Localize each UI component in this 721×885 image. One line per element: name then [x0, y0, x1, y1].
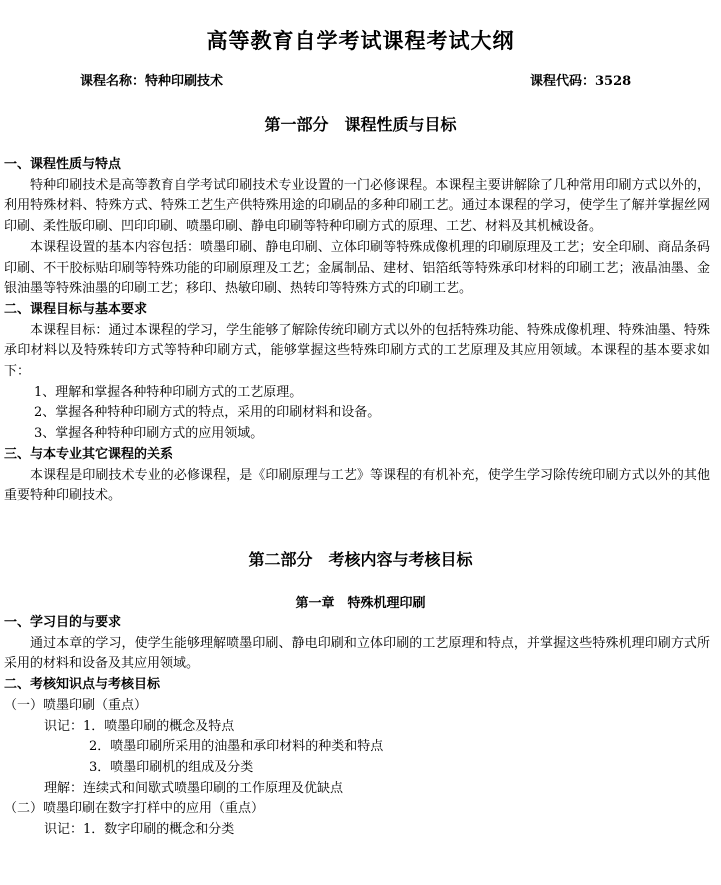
knowledge-point-title: （二）喷墨印刷在数字打样中的应用（重点）: [4, 801, 265, 817]
section-heading: 一、学习目的与要求: [4, 615, 122, 630]
part1-body: [4, 155, 710, 507]
list-item: 3、掌握各种特种印刷方式的应用领域。: [34, 426, 264, 442]
part1-title: 第一部分 课程性质与目标: [264, 115, 457, 134]
section-heading: 三、与本专业其它课程的关系: [4, 446, 174, 462]
section-heading: 一、课程性质与特点: [4, 157, 122, 172]
paragraph: 通过本章的学习，使学生能够理解喷墨印刷、静电印刷和立体印刷的工艺原理和特点，并掌握这些特殊机理印刷方式所采用的材料和设备及其应用领域。: [4, 635, 710, 672]
paragraph: 本课程设置的基本内容包括：喷墨印刷、静电印刷、立体印刷等特殊成像机理的印刷原理及工艺；安全印刷、商品条码印刷、不干胶标贴印刷等特殊功能的印刷原理及工艺；金属制品、建材、铝箔纸等特殊承印材料的印刷工艺；液晶油墨、金银油墨等特殊油墨的印刷工艺；移印、热敏印刷、热转印等特殊方式的印刷工艺。: [4, 239, 710, 297]
paragraph: 本课程是印刷技术专业的必修课程，是《印刷原理与工艺》等课程的有机补充，使学生学习除传统印刷方式以外的其他重要特种印刷技术。: [4, 467, 710, 504]
memorize-item: 识记：1．喷墨印刷的概念及特点: [44, 718, 235, 734]
document-title: 高等教育自学考试课程考试大纲: [206, 28, 515, 53]
list-item: 2、掌握各种特种印刷方式的特点，采用的印刷材料和设备。: [34, 405, 381, 421]
memorize-item: 识记：1．数字印刷的概念和分类: [44, 822, 235, 838]
chapter-title: 第一章 特殊机理印刷: [295, 596, 426, 611]
paragraph: 本课程目标：通过本课程的学习，学生能够了解除传统印刷方式以外的包括特殊功能、特殊成像机理、特殊油墨、特殊承印材料以及特殊转印方式等特种印刷方式，能够掌握这些特殊印刷方式的工艺原理及其应用领域。本课程的基本要求如下：: [4, 322, 710, 380]
memorize-item: 2．喷墨印刷所采用的油墨和承印材料的种类和特点: [89, 739, 384, 755]
course-name: 课程名称：特种印刷技术: [80, 74, 224, 89]
section-heading: 二、考核知识点与考核目标: [4, 677, 161, 693]
part2-body: [4, 613, 710, 841]
memorize-item: 3．喷墨印刷机的组成及分类: [89, 759, 254, 775]
paragraph: 特种印刷技术是高等教育自学考试印刷技术专业设置的一门必修课程。本课程主要讲解除了几种常用印刷方式以外的，利用特殊材料、特殊方式、特殊工艺生产供特殊用途的印刷品的多种印刷工艺。通过本课程的学习，使学生了解并掌握丝网印刷、柔性版印刷、凹印印刷、喷墨印刷、静电印刷等特种印刷方式的原理、工艺、材料及其机械设备。: [4, 177, 710, 235]
understand-item: 理解：连续式和间歇式喷墨印刷的工作原理及优缺点: [44, 780, 344, 796]
list-item: 1、理解和掌握各种特种印刷方式的工艺原理。: [34, 384, 303, 400]
part2-title: 第二部分 考核内容与考核目标: [248, 550, 473, 569]
knowledge-point-title: （一）喷墨印刷（重点）: [4, 697, 148, 713]
section-heading: 二、课程目标与基本要求: [4, 301, 148, 317]
course-code: 课程代码：3528: [530, 74, 632, 89]
